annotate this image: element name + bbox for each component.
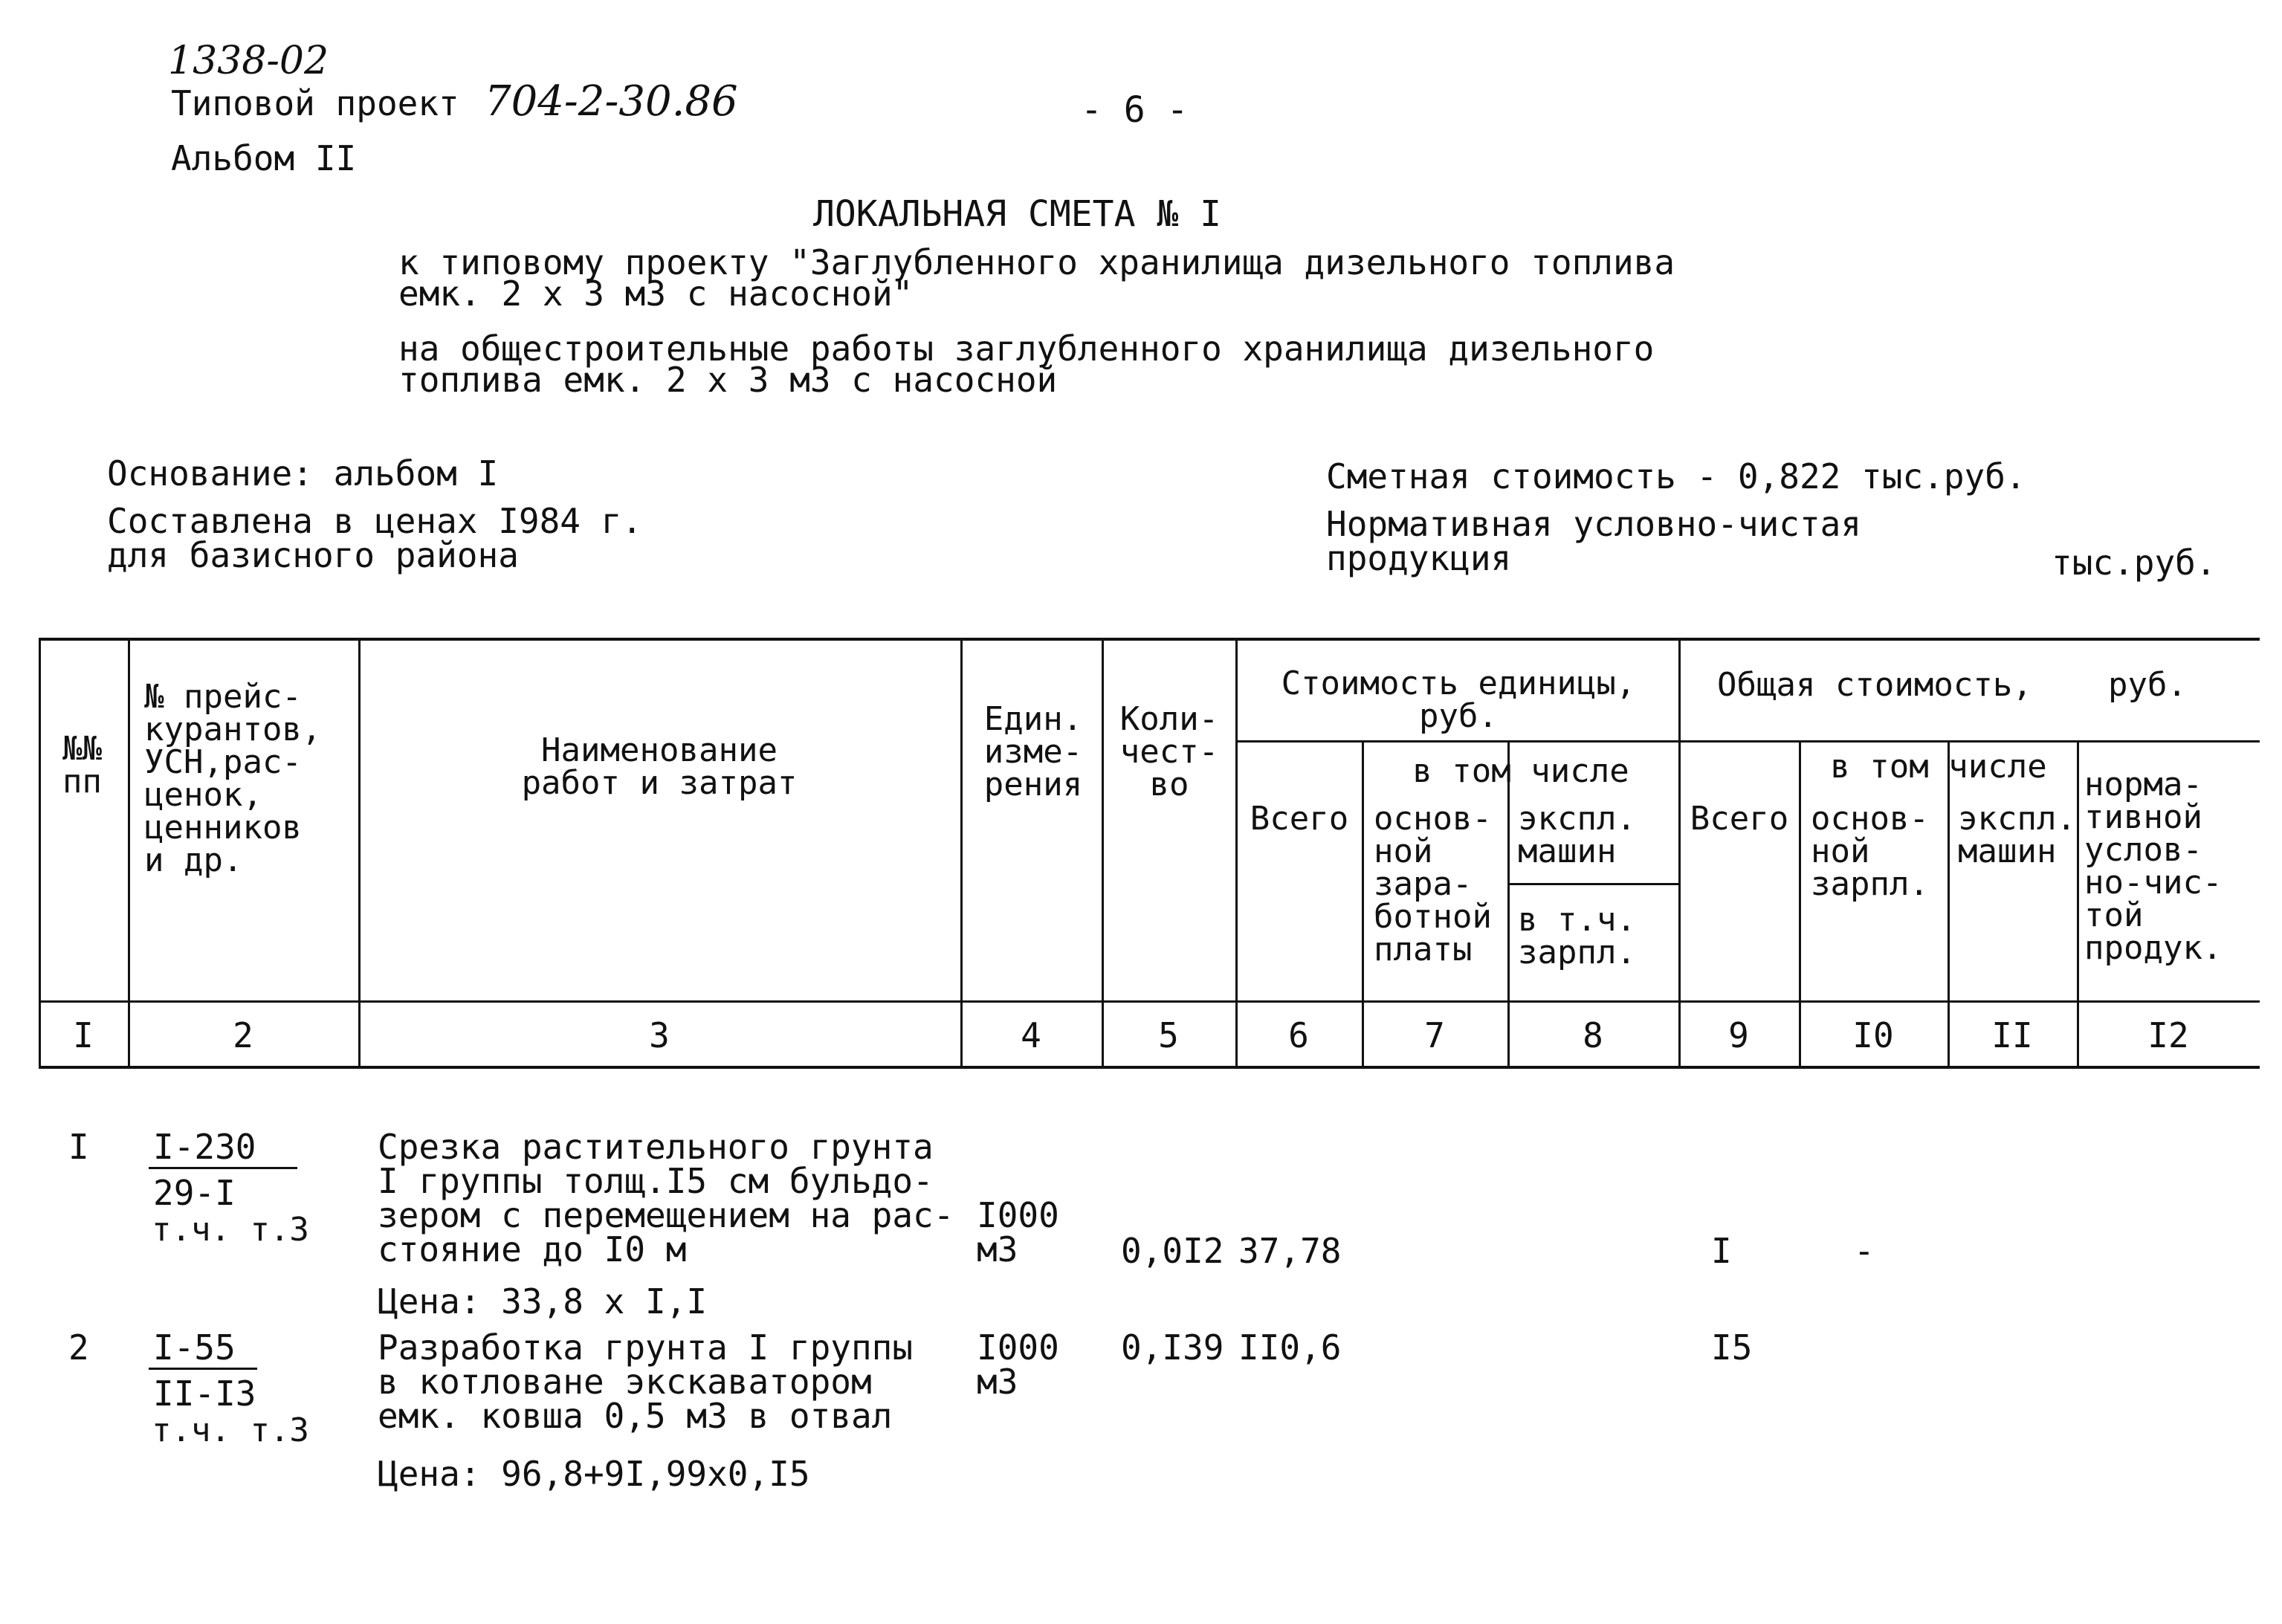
col-num-12: I2 [2147, 1015, 2189, 1055]
pricelist-code: I-230 [153, 1127, 256, 1167]
col-num-8: 8 [1583, 1015, 1603, 1055]
col-unit-machine-wages: в т.ч. зарпл. [1518, 901, 1636, 971]
project-label: Типовой проект [171, 83, 459, 123]
pricelist-code: I-55 [153, 1327, 236, 1368]
rule-v5 [1235, 638, 1238, 1069]
col-num-1: I [73, 1015, 94, 1055]
rule-v3 [960, 638, 963, 1069]
col-num-4: 4 [1021, 1015, 1041, 1055]
norm-code: II-I3 [153, 1374, 256, 1414]
normative-production: Нормативная условно-чистая продукция [1326, 504, 1862, 578]
group-total-incl: в том числе [1830, 748, 2047, 786]
rule-v4 [1102, 638, 1104, 1069]
code-divider [149, 1368, 257, 1370]
col-normative-production: норма- тивной услов- но-чис- той продук. [2084, 766, 2223, 967]
table-ref: т.ч. т.3 [152, 1211, 309, 1249]
group-unit-cost: Стоимость единицы, руб. [1281, 664, 1636, 735]
estimate-table-header [39, 638, 2260, 1069]
document-title: ЛОКАЛЬНАЯ СМЕТА № I [813, 193, 1222, 235]
col-unit-machines: экспл. машин [1518, 800, 1636, 870]
row-number: I [68, 1127, 89, 1167]
album-label: Альбом II [171, 138, 357, 178]
table-ref: т.ч. т.3 [152, 1411, 309, 1449]
col-num-11: II [1991, 1015, 2033, 1055]
rule-v0 [39, 638, 41, 1069]
unit-cost-total: 37,78 [1238, 1231, 1342, 1271]
col-unit-total: Всего [1250, 800, 1349, 838]
col-total-wages: основ- ной зарпл. [1811, 800, 1929, 903]
basis-text: Основание: альбом I [107, 453, 499, 494]
unit-cost-total: II0,6 [1238, 1327, 1342, 1368]
total-cost: I5 [1711, 1327, 1753, 1368]
group-total-unit: руб. [2108, 666, 2187, 704]
rule-top [39, 638, 2260, 641]
col-num-3: 3 [649, 1015, 670, 1055]
rule-v1 [128, 638, 130, 1069]
group-unit-incl: в том числе [1412, 752, 1629, 790]
rule-numbers-bottom [39, 1066, 2260, 1069]
col-quantity: Коли- чест- во [1119, 700, 1219, 803]
col-row-number: №№ пп [62, 730, 102, 800]
page-number: - 6 - [1081, 89, 1189, 131]
rule-header-bottom [39, 1000, 2260, 1003]
subtitle-works: на общестроительные работы заглубленного хранилища дизельного топлива емк. 2 x 3 м3 с насосной [398, 329, 1655, 400]
doc-code: 1338-02 [168, 39, 329, 83]
quantity: 0,0I2 [1121, 1231, 1224, 1271]
subtitle-project: к типовому проекту "Заглубленного хранилища дизельного топлива емк. 2 x 3 м3 с насосной" [398, 242, 1675, 314]
col-total: Всего [1690, 800, 1789, 838]
work-name: Срезка растительного грунта I группы толщ.I5 см бульдо- зером с перемещением на рас- стояние до I0 м [378, 1127, 954, 1269]
price-formula: Цена: 96,8+9I,99x0,I5 [378, 1454, 810, 1494]
col-num-7: 7 [1424, 1015, 1445, 1055]
norm-code: 29-I [153, 1173, 236, 1213]
unit: I000 м3 [977, 1195, 1059, 1269]
col-num-2: 2 [233, 1015, 253, 1055]
col-num-5: 5 [1158, 1015, 1179, 1055]
group-total-cost: Общая стоимость, [1717, 666, 2032, 704]
col-total-machines: экспл. машин [1958, 800, 2076, 870]
rule-v8 [1678, 638, 1681, 1069]
col-unit-wages: основ- ной зара- ботной платы [1374, 800, 1492, 968]
rule-cost-groups [1235, 740, 2260, 743]
col-pricelist: № прейс- курантов, УСН,рас- ценок, ценников и др. [144, 678, 322, 879]
col-num-10: I0 [1852, 1015, 1894, 1055]
rule-machine-split [1507, 883, 1678, 885]
col-num-9: 9 [1728, 1015, 1749, 1055]
total-wages: - [1854, 1231, 1875, 1271]
estimated-cost: Сметная стоимость - 0,822 тыс.руб. [1326, 456, 2026, 496]
normative-unit: тыс.руб. [2052, 543, 2217, 583]
work-name: Разработка грунта I группы в котловане экскаватором емк. ковша 0,5 м3 в отвал [378, 1327, 914, 1436]
unit: I000 м3 [977, 1327, 1059, 1402]
row-number: 2 [68, 1327, 89, 1368]
quantity: 0,I39 [1121, 1327, 1224, 1368]
col-work-name: Наименование работ и затрат [521, 731, 798, 802]
total-cost: I [1711, 1231, 1732, 1271]
code-divider [149, 1167, 297, 1169]
col-num-6: 6 [1288, 1015, 1309, 1055]
col-unit: Един. изме- рения [983, 700, 1083, 803]
price-formula: Цена: 33,8 x I,I [378, 1281, 708, 1321]
prices-text: Составлена в ценах I984 г. для базисного района [107, 501, 643, 575]
project-number: 704-2-30.86 [485, 77, 738, 126]
rule-v2 [358, 638, 361, 1069]
